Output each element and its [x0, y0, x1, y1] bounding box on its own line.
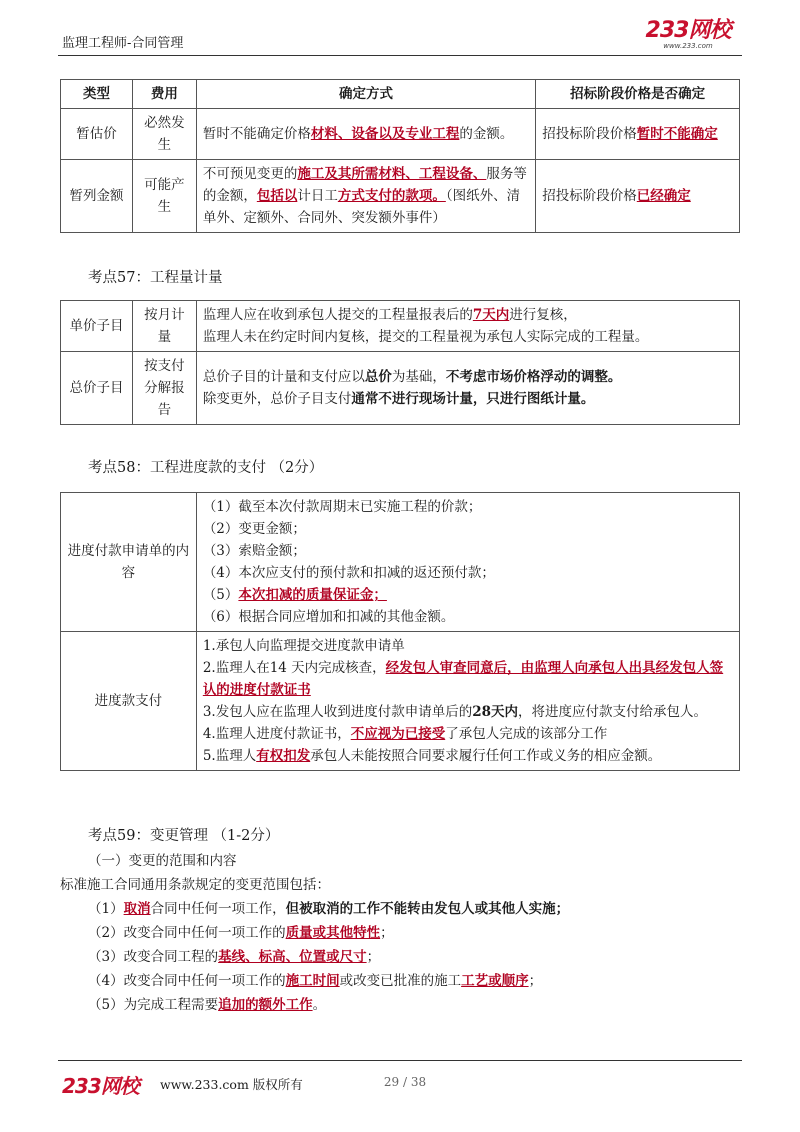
cell-method: 不可预见变更的施工及其所需材料、工程设备、服务等的金额，包括以计日工方式支付的款项。（图纸外、清单外、定额外、合同外、突发额外事件）	[196, 160, 535, 233]
table-row	[61, 160, 740, 233]
cell-method: 暂时不能确定价格材料、设备以及专业工程的金额。	[196, 109, 535, 160]
cell-label: 进度款支付	[61, 632, 197, 771]
list-item: （2）改变合同中任何一项工作的质量或其他特性；	[88, 925, 394, 941]
section-59-title: 考点59：变更管理 （1-2分）	[88, 828, 280, 844]
list-item: （4）改变合同中任何一项工作的施工时间或改变已批准的施工工艺或顺序；	[88, 973, 543, 989]
table-row	[61, 493, 740, 632]
footer-copyright: www.233.com 版权所有	[160, 1077, 303, 1092]
cell-desc: 监理人应在收到承包人提交的工程量报表后的7天内进行复核， 监理人未在约定时间内复核，提交的工程量视为承包人实际完成的工程量。	[196, 301, 739, 352]
cell-method: 按支付分解报告	[132, 352, 196, 425]
header-method: 确定方式	[196, 80, 535, 109]
cell-label: 进度付款申请单的内容	[61, 493, 197, 632]
price-type-table	[60, 79, 740, 233]
subsection-title: （一）变更的范围和内容	[88, 853, 237, 869]
logo-url: www.233.com	[663, 42, 713, 50]
header-status: 招标阶段价格是否确定	[536, 80, 740, 109]
cell-type: 暂估价	[61, 109, 133, 160]
footer-logo: 233网校	[62, 1074, 139, 1098]
brand-logo	[638, 20, 738, 51]
table-row	[61, 301, 740, 352]
intro-text: 标准施工合同通用条款规定的变更范围包括：	[60, 877, 330, 893]
header-type: 类型	[61, 80, 133, 109]
header-cost: 费用	[132, 80, 196, 109]
list-item: （5）为完成工程需要追加的额外工作。	[88, 997, 327, 1013]
measurement-table	[60, 300, 740, 425]
cell-status: 招投标阶段价格暂时不能确定	[536, 109, 740, 160]
section-58-title: 考点58：工程进度款的支付 （2分）	[88, 460, 324, 476]
progress-payment-table	[60, 492, 740, 771]
cell-type: 单价子目	[61, 301, 133, 352]
header-title: 监理工程师-合同管理	[62, 36, 184, 51]
table-row	[61, 109, 740, 160]
change-scope-list	[60, 849, 748, 1017]
table-row	[61, 352, 740, 425]
table-header-row	[61, 80, 740, 109]
list-item: （1）取消合同中任何一项工作，但被取消的工作不能转由发包人或其他人实施；	[88, 901, 570, 917]
list-item: （3）改变合同工程的基线、标高、位置或尺寸；	[88, 949, 381, 965]
cell-type: 总价子目	[61, 352, 133, 425]
cell-content: （1）截至本次付款周期末已实施工程的价款； （2）变更金额； （3）索赔金额； （4）本次应支付的预付款和扣减的返还预付款； （5）本次扣减的质量保证金； （6）根据合同应增加和扣减的其他金额。	[196, 493, 739, 632]
cell-content: 1.承包人向监理提交进度款申请单 2.监理人在14 天内完成核查，经发包人审查同意后，由监理人向承包人出具经发包人签认的进度付款证书 3.发包人应在监理人收到进度付款申请单后的28天内，将进度应付款支付给承包人。 4.监理人进度付款证书，不应视为已接受了承包人完成的该部分工作 5.监理人有权扣发承包人未能按照合同要求履行任何工作或义务的相应金额。	[196, 632, 739, 771]
footer-rule	[58, 1060, 742, 1061]
table-row	[61, 632, 740, 771]
cell-type: 暂列金额	[61, 160, 133, 233]
cell-cost: 必然发生	[132, 109, 196, 160]
cell-status: 招投标阶段价格已经确定	[536, 160, 740, 233]
section-57-title: 考点57：工程量计量	[88, 270, 223, 286]
page-number: 29 / 38	[383, 1075, 427, 1089]
logo-text: 233网校	[645, 18, 731, 43]
cell-cost: 可能产生	[132, 160, 196, 233]
cell-desc: 总价子目的计量和支付应以总价为基础，不考虑市场价格浮动的调整。 除变更外，总价子目支付通常不进行现场计量，只进行图纸计量。	[196, 352, 739, 425]
cell-method: 按月计量	[132, 301, 196, 352]
header-rule	[58, 55, 742, 56]
